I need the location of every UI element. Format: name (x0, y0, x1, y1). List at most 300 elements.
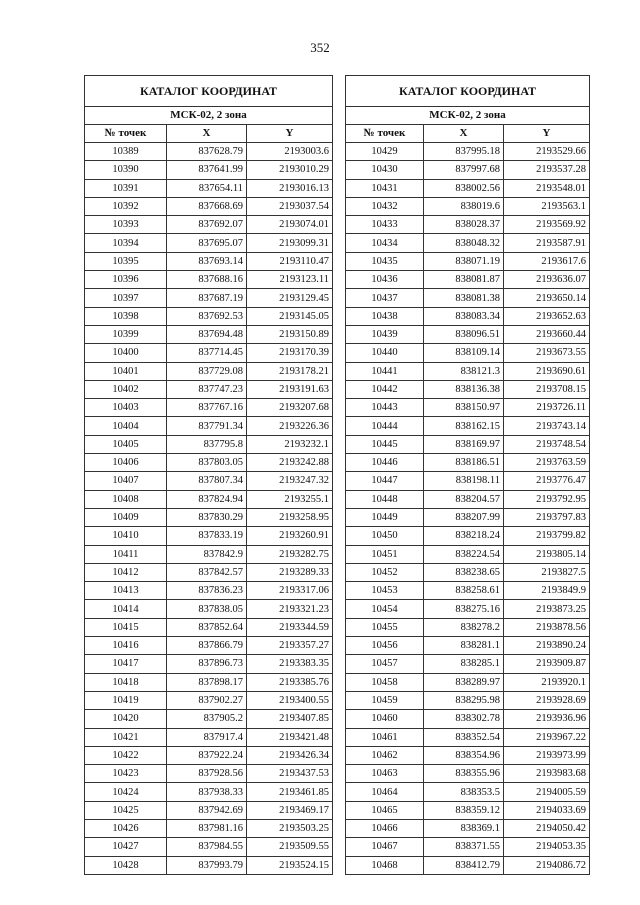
y-coordinate-cell: 2193920.1 (504, 673, 590, 691)
table-row (346, 490, 590, 508)
y-coordinate-cell: 2193407.85 (247, 710, 333, 728)
y-coordinate-cell: 2193344.59 (247, 618, 333, 636)
y-coordinate-cell: 2193003.6 (247, 143, 333, 161)
x-coordinate-cell: 837830.29 (167, 508, 247, 526)
point-number-cell: 10453 (346, 582, 424, 600)
x-coordinate-cell: 838207.99 (424, 508, 504, 526)
table-row (85, 691, 333, 709)
table-row (85, 179, 333, 197)
table-row (346, 454, 590, 472)
point-number-cell: 10423 (85, 765, 167, 783)
table-row (346, 582, 590, 600)
y-coordinate-cell: 2193191.63 (247, 380, 333, 398)
table-row (85, 417, 333, 435)
x-coordinate-cell: 838238.65 (424, 563, 504, 581)
point-number-cell: 10396 (85, 271, 167, 289)
y-coordinate-cell: 2193743.14 (504, 417, 590, 435)
zone-label: МСК-02, 2 зона (346, 107, 590, 125)
point-number-cell: 10426 (85, 819, 167, 837)
x-coordinate-cell: 838258.61 (424, 582, 504, 600)
x-coordinate-cell: 837922.24 (167, 746, 247, 764)
point-number-cell: 10440 (346, 344, 424, 362)
x-coordinate-cell: 838002.56 (424, 179, 504, 197)
table-row (85, 563, 333, 581)
table-row (85, 380, 333, 398)
point-number-cell: 10399 (85, 325, 167, 343)
point-number-cell: 10394 (85, 234, 167, 252)
table-row (85, 765, 333, 783)
table-title: КАТАЛОГ КООРДИНАТ (85, 76, 333, 107)
y-coordinate-cell: 2193805.14 (504, 545, 590, 563)
point-number-cell: 10435 (346, 252, 424, 270)
table-row (346, 710, 590, 728)
y-coordinate-cell: 2193232.1 (247, 435, 333, 453)
x-coordinate-cell: 837654.11 (167, 179, 247, 197)
x-coordinate-cell: 837641.99 (167, 161, 247, 179)
point-number-cell: 10462 (346, 746, 424, 764)
table-row (85, 545, 333, 563)
x-coordinate-cell: 837842.57 (167, 563, 247, 581)
x-coordinate-cell: 837905.2 (167, 710, 247, 728)
point-number-cell: 10391 (85, 179, 167, 197)
y-coordinate-cell: 2193660.44 (504, 325, 590, 343)
point-number-cell: 10463 (346, 765, 424, 783)
x-coordinate-cell: 838198.11 (424, 472, 504, 490)
y-coordinate-cell: 2193878.56 (504, 618, 590, 636)
y-coordinate-cell: 2193973.99 (504, 746, 590, 764)
point-number-cell: 10441 (346, 362, 424, 380)
y-coordinate-cell: 2193099.31 (247, 234, 333, 252)
point-number-cell: 10437 (346, 289, 424, 307)
table-row (346, 673, 590, 691)
x-coordinate-cell: 838371.55 (424, 838, 504, 856)
table-row (85, 527, 333, 545)
point-number-cell: 10461 (346, 728, 424, 746)
x-coordinate-cell: 838224.54 (424, 545, 504, 563)
table-row (346, 435, 590, 453)
x-coordinate-cell: 837714.45 (167, 344, 247, 362)
x-coordinate-cell: 837729.08 (167, 362, 247, 380)
y-coordinate-cell: 2193569.92 (504, 216, 590, 234)
point-number-cell: 10404 (85, 417, 167, 435)
x-coordinate-cell: 838136.38 (424, 380, 504, 398)
y-coordinate-cell: 2194033.69 (504, 801, 590, 819)
point-number-cell: 10420 (85, 710, 167, 728)
point-number-cell: 10459 (346, 691, 424, 709)
x-coordinate-cell: 838281.1 (424, 637, 504, 655)
y-coordinate-cell: 2193650.14 (504, 289, 590, 307)
point-number-cell: 10425 (85, 801, 167, 819)
point-number-cell: 10398 (85, 307, 167, 325)
x-coordinate-cell: 838295.98 (424, 691, 504, 709)
y-coordinate-cell: 2193563.1 (504, 197, 590, 215)
table-row (346, 179, 590, 197)
x-coordinate-cell: 837688.16 (167, 271, 247, 289)
table-row (346, 765, 590, 783)
point-number-cell: 10443 (346, 399, 424, 417)
y-coordinate-cell: 2193652.63 (504, 307, 590, 325)
y-coordinate-cell: 2193383.35 (247, 655, 333, 673)
table-row (346, 344, 590, 362)
point-number-cell: 10439 (346, 325, 424, 343)
table-row (346, 801, 590, 819)
y-coordinate-cell: 2193357.27 (247, 637, 333, 655)
coordinate-table-left (84, 75, 333, 875)
x-coordinate-cell: 837898.17 (167, 673, 247, 691)
x-coordinate-cell: 837866.79 (167, 637, 247, 655)
table-row (346, 618, 590, 636)
table-row (346, 600, 590, 618)
point-number-cell: 10458 (346, 673, 424, 691)
table-row (346, 783, 590, 801)
x-coordinate-cell: 838412.79 (424, 856, 504, 874)
y-coordinate-cell: 2193673.55 (504, 344, 590, 362)
table-row (346, 325, 590, 343)
point-number-cell: 10467 (346, 838, 424, 856)
y-coordinate-cell: 2193289.33 (247, 563, 333, 581)
table-row (85, 637, 333, 655)
point-number-cell: 10407 (85, 472, 167, 490)
x-coordinate-cell: 837803.05 (167, 454, 247, 472)
x-coordinate-cell: 838096.51 (424, 325, 504, 343)
table-row (346, 655, 590, 673)
table-row (85, 234, 333, 252)
y-coordinate-cell: 2193255.1 (247, 490, 333, 508)
table-row (346, 234, 590, 252)
table-body-right (346, 143, 590, 875)
table-body-left (85, 143, 333, 875)
point-number-cell: 10432 (346, 197, 424, 215)
point-number-cell: 10457 (346, 655, 424, 673)
point-number-cell: 10411 (85, 545, 167, 563)
x-coordinate-cell: 838162.15 (424, 417, 504, 435)
y-coordinate-cell: 2193400.55 (247, 691, 333, 709)
table-row (346, 380, 590, 398)
point-number-cell: 10452 (346, 563, 424, 581)
x-coordinate-cell: 837981.16 (167, 819, 247, 837)
point-number-cell: 10406 (85, 454, 167, 472)
point-number-cell: 10422 (85, 746, 167, 764)
point-number-cell: 10442 (346, 380, 424, 398)
table-row (85, 252, 333, 270)
table-row (346, 399, 590, 417)
y-coordinate-cell: 2193321.23 (247, 600, 333, 618)
point-number-cell: 10413 (85, 582, 167, 600)
x-coordinate-cell: 837687.19 (167, 289, 247, 307)
y-coordinate-cell: 2193797.83 (504, 508, 590, 526)
column-header-y: Y (504, 125, 590, 143)
x-coordinate-cell: 837836.23 (167, 582, 247, 600)
x-coordinate-cell: 837995.18 (424, 143, 504, 161)
point-number-cell: 10397 (85, 289, 167, 307)
y-coordinate-cell: 2193548.01 (504, 179, 590, 197)
y-coordinate-cell: 2193890.24 (504, 637, 590, 655)
point-number-cell: 10417 (85, 655, 167, 673)
point-number-cell: 10393 (85, 216, 167, 234)
point-number-cell: 10418 (85, 673, 167, 691)
table-row (85, 655, 333, 673)
point-number-cell: 10414 (85, 600, 167, 618)
x-coordinate-cell: 837824.94 (167, 490, 247, 508)
table-row (85, 819, 333, 837)
x-coordinate-cell: 837838.05 (167, 600, 247, 618)
table-row (85, 271, 333, 289)
table-row (85, 325, 333, 343)
y-coordinate-cell: 2194053.35 (504, 838, 590, 856)
table-row (346, 161, 590, 179)
x-coordinate-cell: 838169.97 (424, 435, 504, 453)
x-coordinate-cell: 837791.34 (167, 417, 247, 435)
table-row (85, 472, 333, 490)
x-coordinate-cell: 837852.64 (167, 618, 247, 636)
y-coordinate-cell: 2193110.47 (247, 252, 333, 270)
point-number-cell: 10451 (346, 545, 424, 563)
y-coordinate-cell: 2193437.53 (247, 765, 333, 783)
table-row (85, 746, 333, 764)
x-coordinate-cell: 837917.4 (167, 728, 247, 746)
point-number-cell: 10395 (85, 252, 167, 270)
point-number-cell: 10421 (85, 728, 167, 746)
y-coordinate-cell: 2193282.75 (247, 545, 333, 563)
point-number-cell: 10401 (85, 362, 167, 380)
table-row (346, 838, 590, 856)
y-coordinate-cell: 2194050.42 (504, 819, 590, 837)
x-coordinate-cell: 837692.53 (167, 307, 247, 325)
x-coordinate-cell: 837984.55 (167, 838, 247, 856)
y-coordinate-cell: 2193123.11 (247, 271, 333, 289)
x-coordinate-cell: 837668.69 (167, 197, 247, 215)
x-coordinate-cell: 838186.51 (424, 454, 504, 472)
table-row (346, 819, 590, 837)
point-number-cell: 10430 (346, 161, 424, 179)
point-number-cell: 10446 (346, 454, 424, 472)
page-number: 352 (310, 40, 330, 55)
point-number-cell: 10468 (346, 856, 424, 874)
point-number-cell: 10415 (85, 618, 167, 636)
y-coordinate-cell: 2193385.76 (247, 673, 333, 691)
x-coordinate-cell: 837695.07 (167, 234, 247, 252)
y-coordinate-cell: 2193726.11 (504, 399, 590, 417)
point-number-cell: 10433 (346, 216, 424, 234)
x-coordinate-cell: 837896.73 (167, 655, 247, 673)
x-coordinate-cell: 837692.07 (167, 216, 247, 234)
table-row (346, 417, 590, 435)
table-row (85, 399, 333, 417)
point-number-cell: 10456 (346, 637, 424, 655)
y-coordinate-cell: 2193469.17 (247, 801, 333, 819)
column-header-x: X (167, 125, 247, 143)
table-row (346, 563, 590, 581)
table-row (85, 838, 333, 856)
table-row (85, 856, 333, 874)
x-coordinate-cell: 837942.69 (167, 801, 247, 819)
x-coordinate-cell: 837928.56 (167, 765, 247, 783)
table-row (346, 527, 590, 545)
table-row (85, 216, 333, 234)
y-coordinate-cell: 2193226.36 (247, 417, 333, 435)
column-header-point: № точек (85, 125, 167, 143)
point-number-cell: 10438 (346, 307, 424, 325)
x-coordinate-cell: 838289.97 (424, 673, 504, 691)
table-row (346, 143, 590, 161)
point-number-cell: 10464 (346, 783, 424, 801)
y-coordinate-cell: 2193260.91 (247, 527, 333, 545)
x-coordinate-cell: 838150.97 (424, 399, 504, 417)
table-row (346, 197, 590, 215)
x-coordinate-cell: 838204.57 (424, 490, 504, 508)
y-coordinate-cell: 2193247.32 (247, 472, 333, 490)
y-coordinate-cell: 2193170.39 (247, 344, 333, 362)
table-row (85, 454, 333, 472)
x-coordinate-cell: 837694.48 (167, 325, 247, 343)
x-coordinate-cell: 838083.34 (424, 307, 504, 325)
x-coordinate-cell: 838081.87 (424, 271, 504, 289)
column-header-y: Y (247, 125, 333, 143)
point-number-cell: 10466 (346, 819, 424, 837)
y-coordinate-cell: 2193967.22 (504, 728, 590, 746)
point-number-cell: 10434 (346, 234, 424, 252)
table-row (346, 472, 590, 490)
table-row (85, 161, 333, 179)
y-coordinate-cell: 2193849.9 (504, 582, 590, 600)
y-coordinate-cell: 2193799.82 (504, 527, 590, 545)
table-row (346, 362, 590, 380)
y-coordinate-cell: 2193690.61 (504, 362, 590, 380)
y-coordinate-cell: 2193258.95 (247, 508, 333, 526)
y-coordinate-cell: 2193873.25 (504, 600, 590, 618)
y-coordinate-cell: 2193509.55 (247, 838, 333, 856)
table-row (346, 728, 590, 746)
table-row (85, 710, 333, 728)
y-coordinate-cell: 2193909.87 (504, 655, 590, 673)
table-row (85, 508, 333, 526)
point-number-cell: 10428 (85, 856, 167, 874)
x-coordinate-cell: 837833.19 (167, 527, 247, 545)
point-number-cell: 10392 (85, 197, 167, 215)
y-coordinate-cell: 2193016.13 (247, 179, 333, 197)
table-row (85, 600, 333, 618)
y-coordinate-cell: 2193150.89 (247, 325, 333, 343)
table-row (346, 637, 590, 655)
y-coordinate-cell: 2193928.69 (504, 691, 590, 709)
y-coordinate-cell: 2193074.01 (247, 216, 333, 234)
table-row (85, 435, 333, 453)
x-coordinate-cell: 837767.16 (167, 399, 247, 417)
y-coordinate-cell: 2193617.6 (504, 252, 590, 270)
zone-label: МСК-02, 2 зона (85, 107, 333, 125)
table-row (346, 746, 590, 764)
y-coordinate-cell: 2194086.72 (504, 856, 590, 874)
point-number-cell: 10409 (85, 508, 167, 526)
x-coordinate-cell: 838019.6 (424, 197, 504, 215)
y-coordinate-cell: 2193587.91 (504, 234, 590, 252)
y-coordinate-cell: 2193503.25 (247, 819, 333, 837)
table-row (85, 289, 333, 307)
table-row (346, 216, 590, 234)
x-coordinate-cell: 838028.37 (424, 216, 504, 234)
y-coordinate-cell: 2193129.45 (247, 289, 333, 307)
table-row (85, 143, 333, 161)
y-coordinate-cell: 2193827.5 (504, 563, 590, 581)
table-row (85, 362, 333, 380)
table-row (346, 545, 590, 563)
x-coordinate-cell: 838275.16 (424, 600, 504, 618)
table-row (85, 582, 333, 600)
point-number-cell: 10431 (346, 179, 424, 197)
point-number-cell: 10427 (85, 838, 167, 856)
table-row (85, 801, 333, 819)
column-header-x: X (424, 125, 504, 143)
table-row (85, 344, 333, 362)
x-coordinate-cell: 837628.79 (167, 143, 247, 161)
x-coordinate-cell: 837807.34 (167, 472, 247, 490)
y-coordinate-cell: 2193636.07 (504, 271, 590, 289)
point-number-cell: 10403 (85, 399, 167, 417)
x-coordinate-cell: 838285.1 (424, 655, 504, 673)
y-coordinate-cell: 2193529.66 (504, 143, 590, 161)
point-number-cell: 10408 (85, 490, 167, 508)
x-coordinate-cell: 837795.8 (167, 435, 247, 453)
x-coordinate-cell: 837938.33 (167, 783, 247, 801)
point-number-cell: 10389 (85, 143, 167, 161)
y-coordinate-cell: 2193426.34 (247, 746, 333, 764)
y-coordinate-cell: 2193242.88 (247, 454, 333, 472)
point-number-cell: 10449 (346, 508, 424, 526)
x-coordinate-cell: 838071.19 (424, 252, 504, 270)
y-coordinate-cell: 2193776.47 (504, 472, 590, 490)
point-number-cell: 10444 (346, 417, 424, 435)
x-coordinate-cell: 838353.5 (424, 783, 504, 801)
y-coordinate-cell: 2193708.15 (504, 380, 590, 398)
x-coordinate-cell: 838352.54 (424, 728, 504, 746)
table-row (85, 307, 333, 325)
point-number-cell: 10448 (346, 490, 424, 508)
point-number-cell: 10454 (346, 600, 424, 618)
point-number-cell: 10436 (346, 271, 424, 289)
y-coordinate-cell: 2194005.59 (504, 783, 590, 801)
point-number-cell: 10400 (85, 344, 167, 362)
y-coordinate-cell: 2193748.54 (504, 435, 590, 453)
x-coordinate-cell: 837997.68 (424, 161, 504, 179)
table-row (85, 618, 333, 636)
table-row (85, 673, 333, 691)
x-coordinate-cell: 838218.24 (424, 527, 504, 545)
table-row (85, 197, 333, 215)
point-number-cell: 10402 (85, 380, 167, 398)
point-number-cell: 10460 (346, 710, 424, 728)
y-coordinate-cell: 2193936.96 (504, 710, 590, 728)
table-row (346, 252, 590, 270)
y-coordinate-cell: 2193763.59 (504, 454, 590, 472)
table-row (346, 856, 590, 874)
x-coordinate-cell: 837747.23 (167, 380, 247, 398)
x-coordinate-cell: 838302.78 (424, 710, 504, 728)
y-coordinate-cell: 2193037.54 (247, 197, 333, 215)
table-row (346, 307, 590, 325)
x-coordinate-cell: 838355.96 (424, 765, 504, 783)
table-row (85, 490, 333, 508)
y-coordinate-cell: 2193010.29 (247, 161, 333, 179)
table-row (346, 691, 590, 709)
point-number-cell: 10455 (346, 618, 424, 636)
point-number-cell: 10412 (85, 563, 167, 581)
x-coordinate-cell: 838354.96 (424, 746, 504, 764)
point-number-cell: 10450 (346, 527, 424, 545)
x-coordinate-cell: 837693.14 (167, 252, 247, 270)
x-coordinate-cell: 837842.9 (167, 545, 247, 563)
point-number-cell: 10419 (85, 691, 167, 709)
coordinate-table-right (345, 75, 590, 875)
